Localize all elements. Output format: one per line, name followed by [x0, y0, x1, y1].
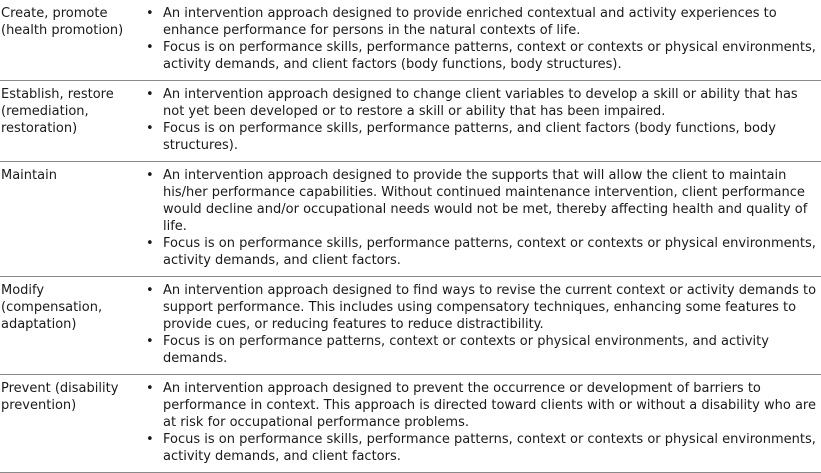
bullet-text: Focus is on performance skills, performance patterns, context or contexts or physical environments, activity demands, and client factors.: [163, 432, 816, 464]
bullet-text: Focus is on performance skills, performance patterns, and client factors (body functions, body structures).: [163, 121, 776, 153]
list-item: [138, 167, 821, 235]
approach-description: [138, 81, 821, 162]
approach-name: Prevent (disability prevention): [1, 381, 119, 413]
bullet-icon: •: [146, 87, 154, 102]
bullet-icon: •: [146, 283, 154, 298]
list-item: [138, 120, 821, 154]
bullet-text: Focus is on performance skills, performance patterns, context or contexts or physical environments, activity demands, and client factors.: [163, 236, 816, 268]
list-item: [138, 39, 821, 73]
list-item: [138, 282, 821, 333]
bullet-text: An intervention approach designed to provide enriched contextual and activity experiences to enhance performance for persons in the natural contexts of life.: [163, 6, 777, 38]
bullet-list: [138, 282, 821, 367]
bullet-text: Focus is on performance patterns, context or contexts or physical environments, and activity demands.: [163, 334, 769, 366]
approach-name: Establish, restore (remediation, restoration): [1, 87, 114, 136]
bullet-icon: •: [146, 334, 154, 349]
bullet-text: An intervention approach designed to find ways to revise the current context or activity demands to support performance. This includes using compensatory techniques, enhancing some features to provide cues, or reducing features to reduce distractibility.: [163, 283, 817, 332]
list-item: [138, 333, 821, 367]
list-item: [138, 86, 821, 120]
bullet-list: [138, 5, 821, 73]
bullet-icon: •: [146, 6, 154, 21]
approach-name: Create, promote (health promotion): [1, 6, 124, 38]
bullet-icon: •: [146, 121, 154, 136]
approach-description: [138, 277, 821, 375]
approach-name: Maintain: [1, 168, 57, 183]
list-item: [138, 380, 821, 431]
list-item: [138, 5, 821, 39]
table-row: [0, 81, 821, 162]
approach-description: [138, 0, 821, 81]
table-row: [0, 0, 821, 81]
approach-description: [138, 162, 821, 277]
table-row: [0, 277, 821, 375]
bullet-text: An intervention approach designed to provide the supports that will allow the client to maintain his/her performance capabilities. Without continued maintenance intervention, client performance would decline and/or occupational needs would not be met, thereby affecting health and quality of life.: [163, 168, 808, 234]
bullet-icon: •: [146, 40, 154, 55]
bullet-list: [138, 380, 821, 465]
list-item: [138, 235, 821, 269]
table-row: [0, 162, 821, 277]
list-item: [138, 431, 821, 465]
bullet-icon: •: [146, 236, 154, 251]
bullet-list: [138, 167, 821, 269]
bullet-text: Focus is on performance skills, performance patterns, context or contexts or physical environments, activity demands, and client factors (body functions, body structures).: [163, 40, 816, 72]
bullet-icon: •: [146, 381, 154, 396]
bullet-list: [138, 86, 821, 154]
approach-name: Modify (compensation, adaptation): [1, 283, 103, 332]
bullet-text: An intervention approach designed to prevent the occurrence or development of barriers to performance in context. This approach is directed toward clients with or without a disability who are at risk for occupational performance problems.: [163, 381, 816, 430]
bullet-icon: •: [146, 168, 154, 183]
bullet-icon: •: [146, 432, 154, 447]
bullet-text: An intervention approach designed to change client variables to develop a skill or ability that has not yet been developed or to restore a skill or ability that has been impaired.: [163, 87, 798, 119]
